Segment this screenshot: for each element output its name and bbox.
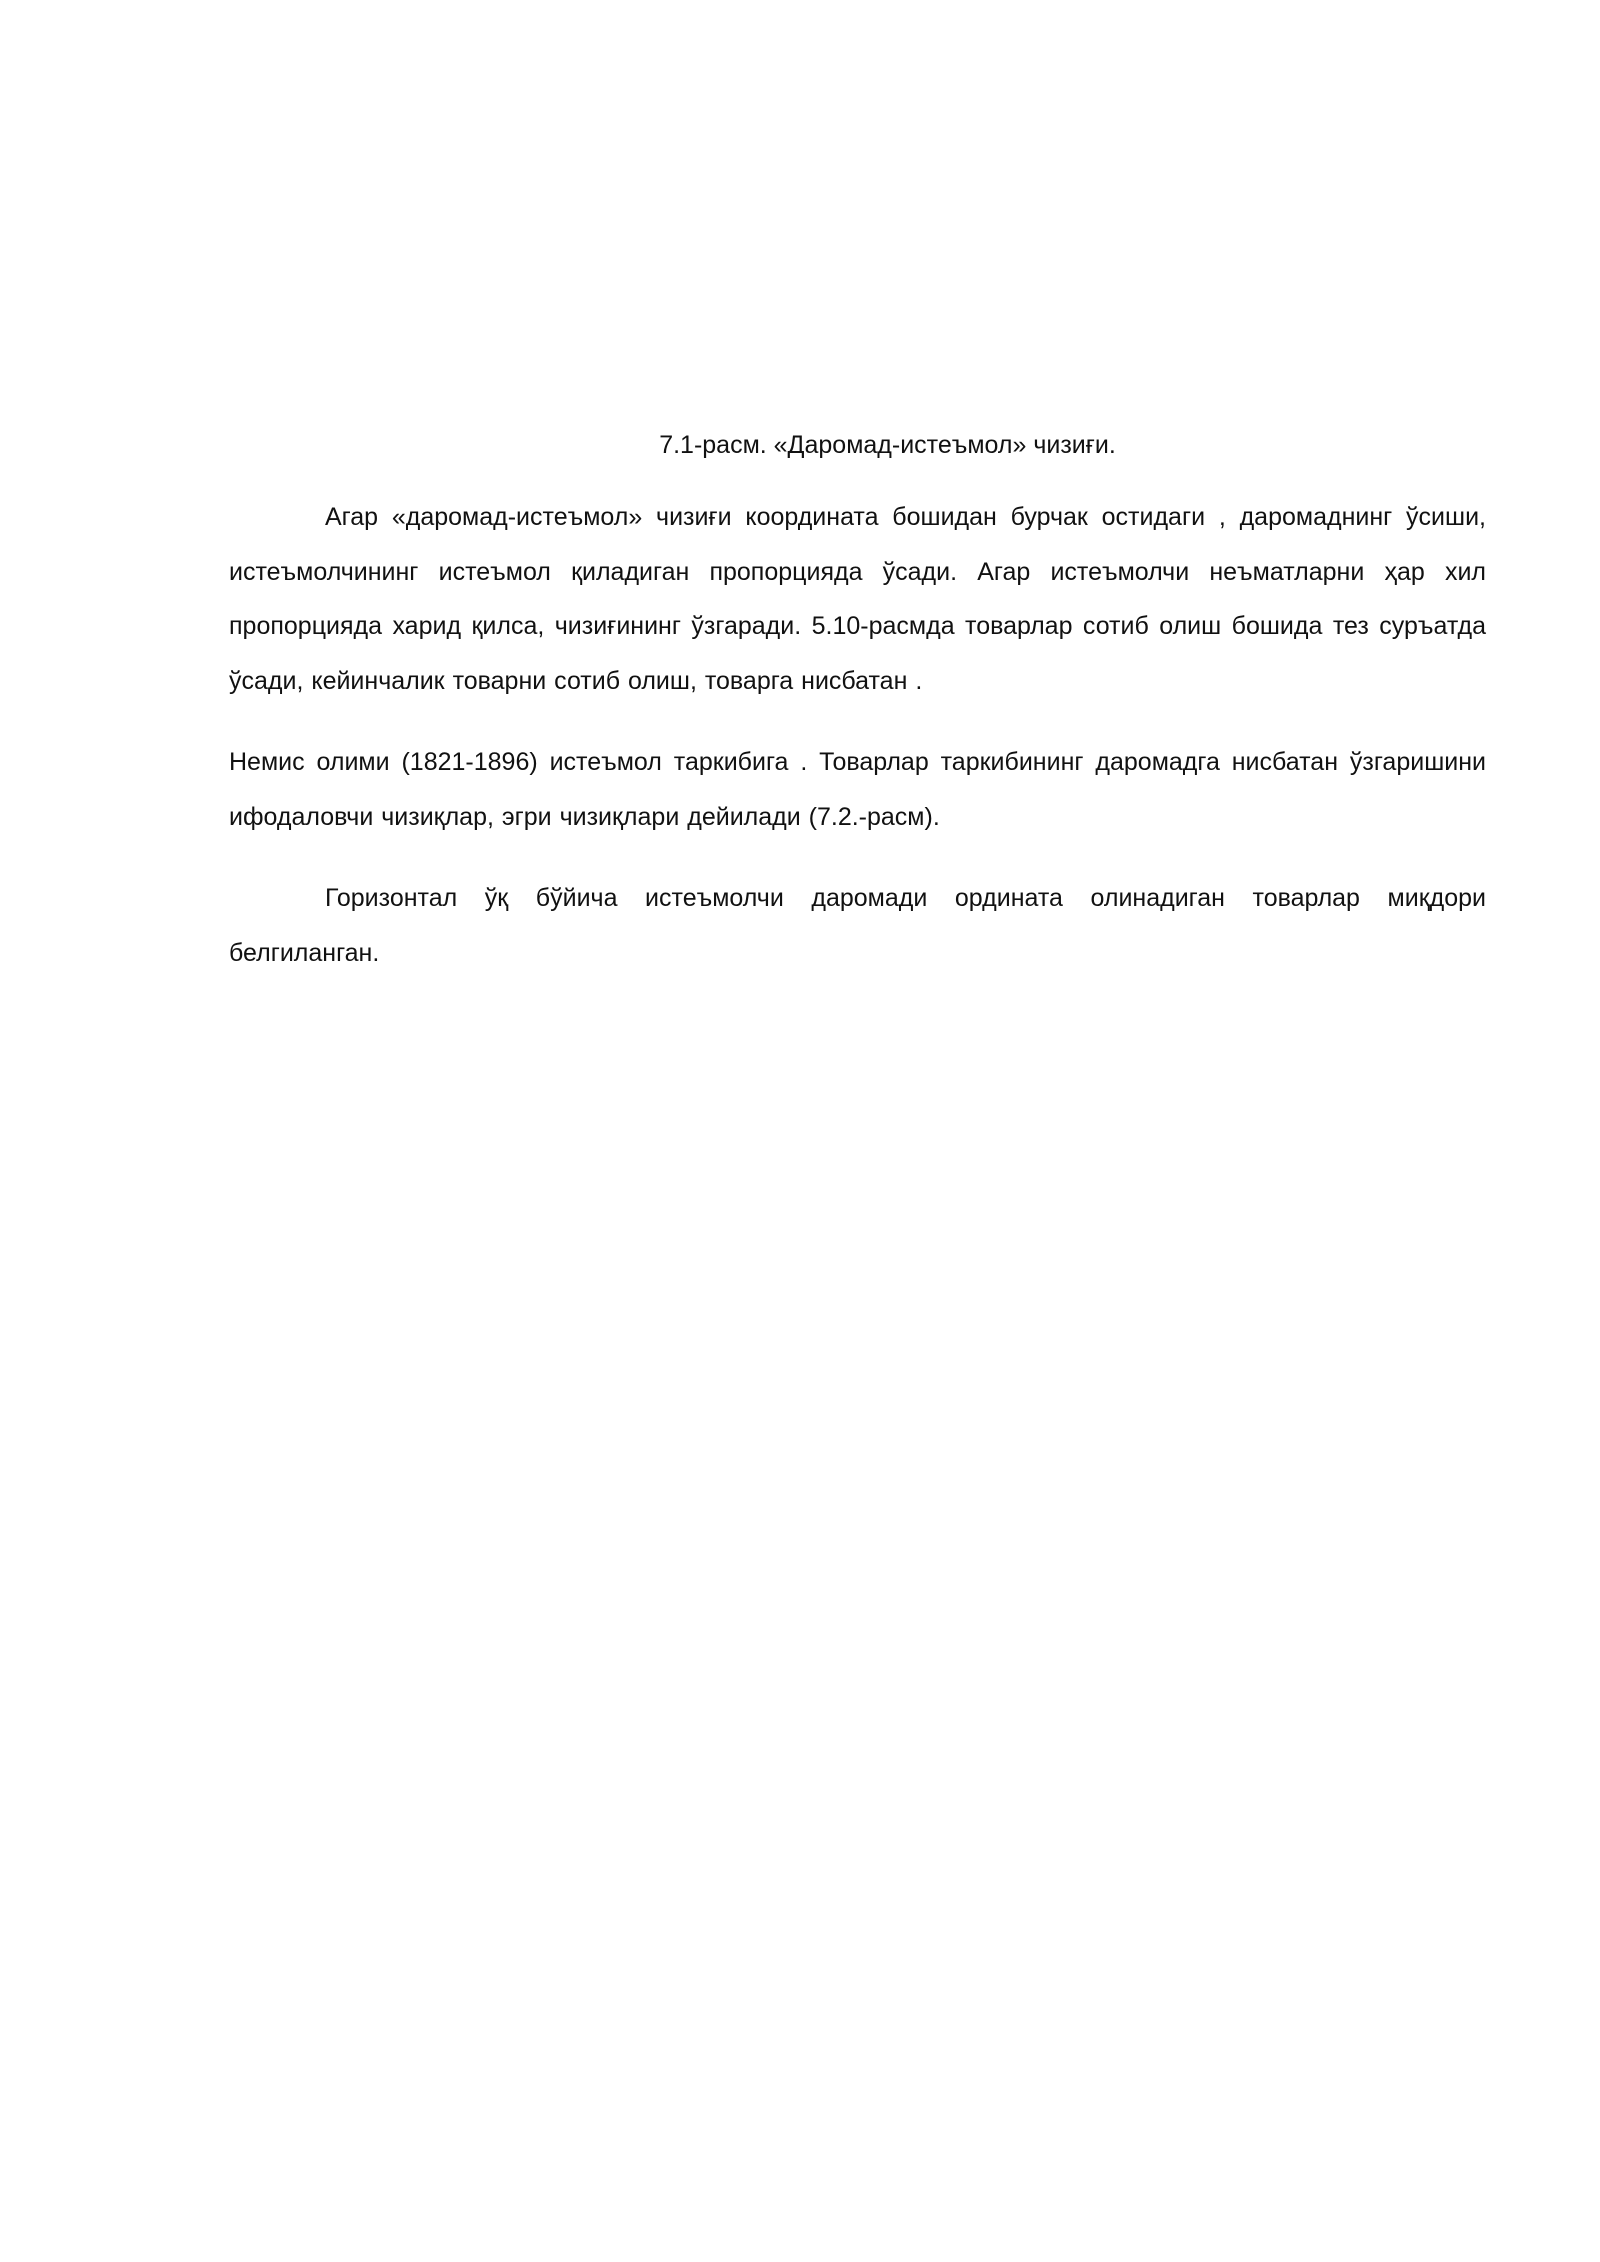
- paragraph-3: Горизонтал ўқ бўйича истеъмолчи даромади ордината олинадиган товарлар миқдори белгиланган.: [229, 884, 1486, 967]
- document-body: [229, 418, 1486, 1007]
- figure-caption: 7.1-расм. «Даромад-истеъмол» чизиғи.: [659, 431, 1116, 459]
- paragraph-1: Агар «даромад-истеъмол» чизиғи координата бошидан бурчак остидаги , даромаднинг ўсиши, истеъмолчининг истеъмол қиладиган пропорцияда ўсади. Агар истеъмолчи неъматларни ҳар хил пропорцияда харид қилса, чизиғининг ўзгаради. 5.10-расмда товарлар сотиб олиш бошида тез суръатда ўсади, кейинчалик товарни сотиб олиш, товарга нисбатан .: [229, 503, 1486, 695]
- paragraph-2: Немис олими (1821-1896) истеъмол таркибига . Товарлар таркибининг даромадга нисбатан ўзгаришини ифодаловчи чизиқлар, эгри чизиқлари дейилади (7.2.-расм).: [229, 748, 1486, 831]
